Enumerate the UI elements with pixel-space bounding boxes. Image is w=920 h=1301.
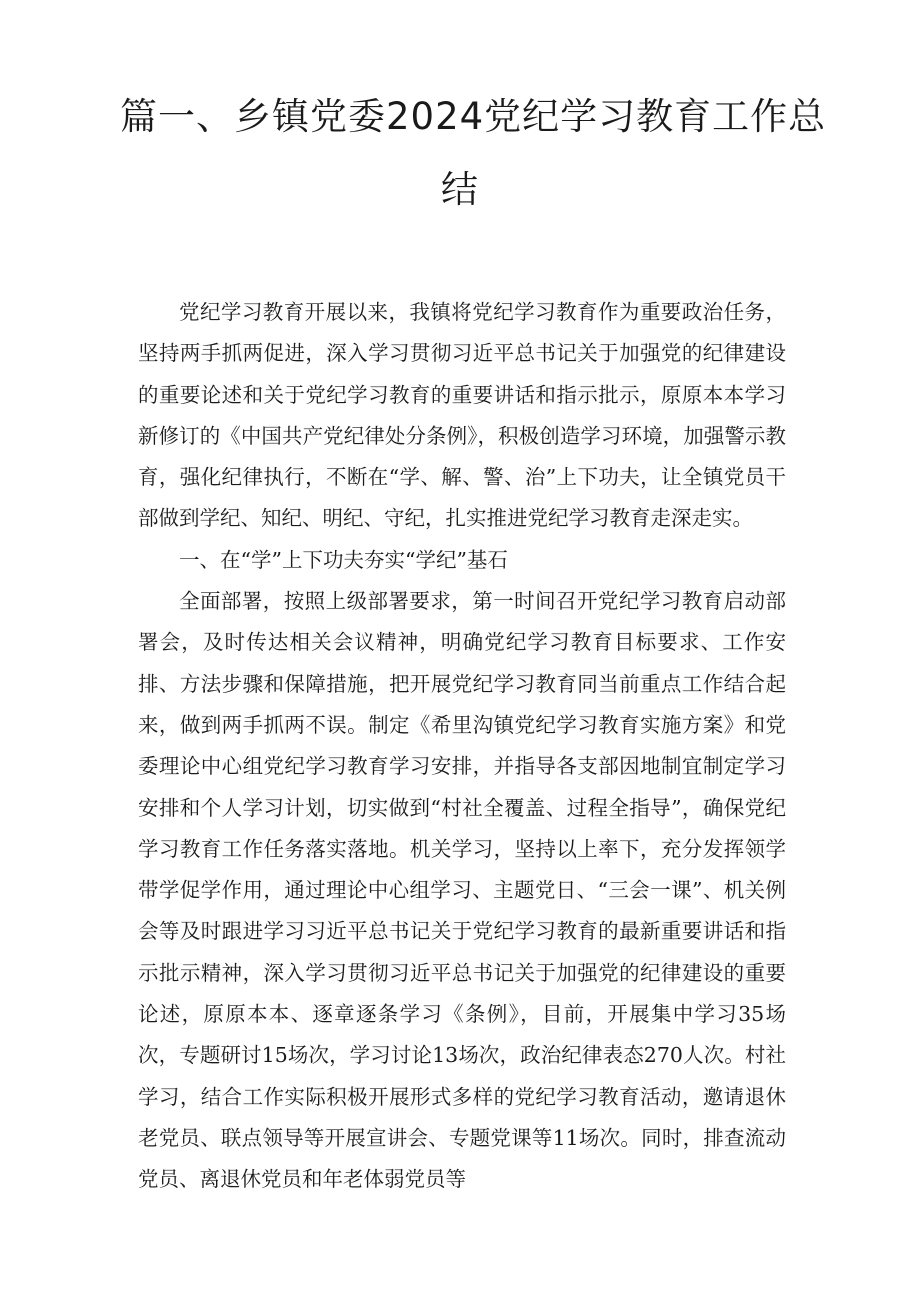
document-title-line-2: 结 <box>441 168 479 211</box>
document-body <box>138 292 786 1201</box>
document-title-line-1: 篇一、乡镇党委2024党纪学习教育工作总 <box>120 95 827 138</box>
section-1-paragraph: 全面部署，按照上级部署要求，第一时间召开党纪学习教育启动部署会，及时传达相关会议精神，明确党纪学习教育目标要求、工作安排、方法步骤和保障措施，把开展党纪学习教育同当前重点工作结合起来，做到两手抓两不误。制定《希里沟镇党纪学习教育实施方案》和党委理论中心组党纪学习教育学习安排，并指导各支部因地制宜制定学习安排和个人学习计划，切实做到“村社全覆盖、过程全指导”，确保党纪学习教育工作任务落实落地。机关学习，坚持以上率下，充分发挥领学带学促学作用，通过理论中心组学习、主题党日、“三会一课”、机关例会等及时跟进学习习近平总书记关于党纪学习教育的最新重要讲话和指示批示精神，深入学习贯彻习近平总书记关于加强党的纪律建设的重要论述，原原本本、逐章逐条学习《条例》，目前，开展集中学习35场次，专题研讨15场次，学习讨论13场次，政治纪律表态270人次。村社学习，结合工作实际积极开展形式多样的党纪学习教育活动，邀请退休老党员、联点领导等开展宣讲会、专题党课等11场次。同时，排查流动党员、离退休党员和年老体弱党员等 <box>138 589 786 1192</box>
intro-paragraph: 党纪学习教育开展以来，我镇将党纪学习教育作为重要政治任务，坚持两手抓两促进，深入学习贯彻习近平总书记关于加强党的纪律建设的重要论述和关于党纪学习教育的重要讲话和指示批示，原原本本学习新修订的《中国共产党纪律处分条例》，积极创造学习环境，加强警示教育，强化纪律执行，不断在“学、解、警、治”上下功夫，让全镇党员干部做到学纪、知纪、明纪、守纪，扎实推进党纪学习教育走深走实。 <box>138 300 786 531</box>
section-heading-1: 一、在“学”上下功夫夯实“学纪”基石 <box>179 547 508 572</box>
